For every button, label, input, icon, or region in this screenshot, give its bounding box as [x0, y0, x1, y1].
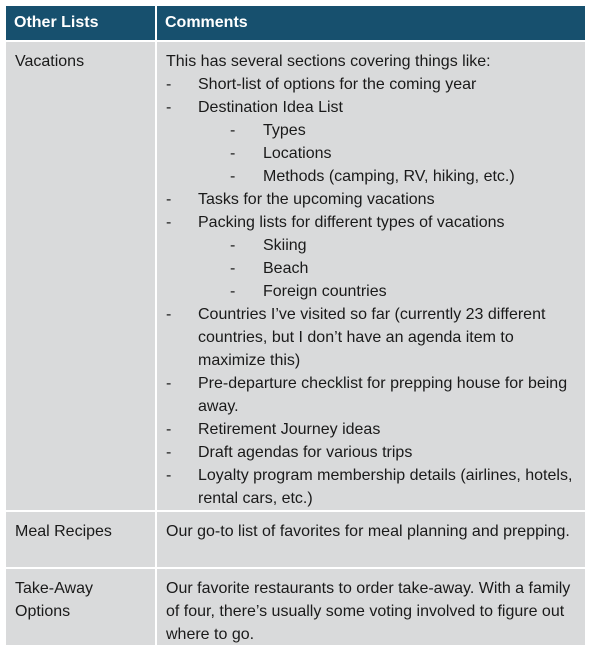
row-comment: Our favorite restaurants to order take-away. With a family of four, there’s usually some voting involved to figure out where to go.	[157, 569, 585, 647]
sub-list-item-text: Skiing	[263, 237, 307, 254]
row-comment: Our go-to list of favorites for meal planning and prepping.	[157, 512, 585, 569]
dash-bullet-icon: -	[166, 306, 172, 323]
sub-list-item	[166, 280, 577, 303]
list-item	[166, 73, 577, 96]
sub-bullet-list	[166, 119, 577, 188]
list-item-text: Tasks for the upcoming vacations	[198, 191, 435, 208]
sub-list-item-text: Methods (camping, RV, hiking, etc.)	[263, 168, 515, 185]
sub-bullet-list	[166, 234, 577, 303]
sub-list-item-text: Locations	[263, 145, 332, 162]
list-item-text: Countries I’ve visited so far (currently 23 different countries, but I don’t have an agenda item to maximize this)	[198, 306, 546, 369]
table-row-meal-recipes	[6, 512, 585, 569]
dash-bullet-icon: -	[230, 145, 236, 162]
sub-list-item	[166, 165, 577, 188]
list-item-text: Destination Idea List	[198, 99, 343, 116]
sub-list-item-text: Types	[263, 122, 306, 139]
list-item-text: Short-list of options for the coming year	[198, 76, 477, 93]
dash-bullet-icon: -	[166, 191, 172, 208]
row-name: Meal Recipes	[6, 512, 157, 569]
dash-bullet-icon: -	[166, 421, 172, 438]
sub-list-container	[166, 119, 577, 188]
dash-bullet-icon: -	[230, 122, 236, 139]
dash-bullet-icon: -	[230, 260, 236, 277]
row-comment	[157, 42, 585, 512]
bullet-list	[166, 73, 577, 510]
list-item-text: Pre-departure checklist for prepping house for being away.	[198, 375, 568, 415]
dash-bullet-icon: -	[166, 99, 172, 116]
sub-list-item-text: Foreign countries	[263, 283, 387, 300]
other-lists-table	[5, 5, 586, 648]
dash-bullet-icon: -	[166, 375, 172, 392]
dash-bullet-icon: -	[166, 214, 172, 231]
sub-list-item	[166, 234, 577, 257]
list-item	[166, 188, 577, 211]
list-item-text: Loyalty program membership details (airlines, hotels, rental cars, etc.)	[198, 467, 573, 507]
sub-list-container	[166, 234, 577, 303]
sub-list-item	[166, 257, 577, 280]
table-row-take-away-options	[6, 569, 585, 647]
sub-list-item-text: Beach	[263, 260, 309, 277]
header-other-lists: Other Lists	[6, 6, 157, 42]
list-item	[166, 441, 577, 464]
list-item	[166, 372, 577, 418]
dash-bullet-icon: -	[166, 467, 172, 484]
dash-bullet-icon: -	[166, 76, 172, 93]
dash-bullet-icon: -	[166, 444, 172, 461]
list-item	[166, 418, 577, 441]
table-header-row	[6, 6, 585, 42]
list-item	[166, 96, 577, 119]
sub-list-item	[166, 142, 577, 165]
dash-bullet-icon: -	[230, 237, 236, 254]
sub-list-item	[166, 119, 577, 142]
dash-bullet-icon: -	[230, 168, 236, 185]
list-item-text: Draft agendas for various trips	[198, 444, 413, 461]
header-comments: Comments	[157, 6, 585, 42]
list-item-text: Retirement Journey ideas	[198, 421, 381, 438]
comment-intro: This has several sections covering things like:	[166, 53, 491, 70]
list-item-text: Packing lists for different types of vacations	[198, 214, 505, 231]
dash-bullet-icon: -	[230, 283, 236, 300]
list-item	[166, 464, 577, 510]
row-name: Take-Away Options	[6, 569, 157, 647]
table-row-vacations	[6, 42, 585, 512]
list-item	[166, 303, 577, 372]
row-name: Vacations	[6, 42, 157, 512]
list-item	[166, 211, 577, 234]
